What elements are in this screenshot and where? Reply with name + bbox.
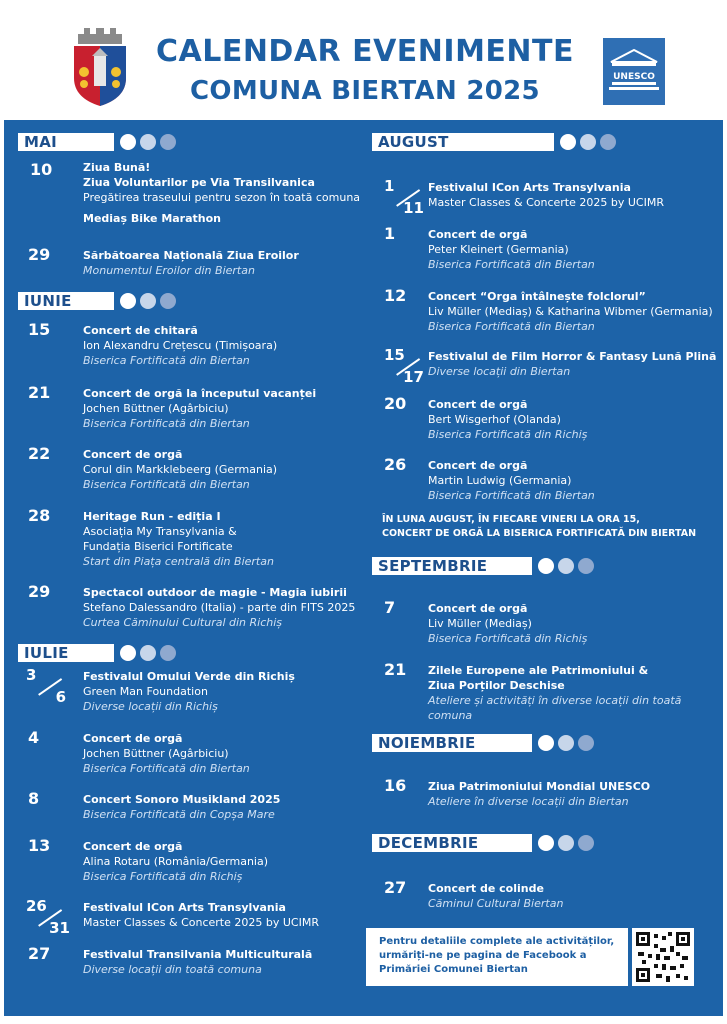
decorative-dots — [538, 835, 598, 851]
event-title: Heritage Run - ediția I — [83, 510, 221, 523]
event-organizer: Green Man Foundation — [83, 685, 208, 698]
event-performer: Liv Müller (Mediaș) & Katharina Wibmer (Germania) — [428, 305, 713, 318]
august-note — [382, 513, 712, 541]
event-aug26 — [428, 458, 713, 503]
event-location: Biserica Fortificată din Biertan — [83, 417, 250, 430]
event-date-range: 26 31 — [26, 897, 70, 937]
event-iun28 — [83, 509, 363, 569]
event-title: Ziua Porților Deschise — [428, 679, 565, 692]
event-performer: Ion Alexandru Crețescu (Timișoara) — [83, 339, 278, 352]
event-title: Concert de orgă — [428, 228, 528, 241]
event-day: 7 — [384, 598, 396, 617]
event-sep21 — [428, 663, 718, 723]
event-title: Ziua Voluntarilor pe Via Transilvanica — [83, 176, 315, 189]
event-title: Ziua Bună! — [83, 161, 151, 174]
event-date-range: 15 17 — [384, 346, 424, 386]
event-aug1-range — [428, 180, 713, 210]
event-detail: Pregătirea traseului pentru sezon în toată comuna — [83, 191, 361, 204]
event-location: Biserica Fortificată din Biertan — [428, 489, 595, 502]
event-title: Festivalul ICon Arts Transylvania — [428, 181, 631, 194]
event-day: 27 — [28, 944, 51, 963]
event-title: Sărbătoarea Națională Ziua Eroilor — [83, 249, 299, 262]
coat-of-arms-icon — [72, 28, 128, 106]
event-day: 21 — [28, 383, 51, 402]
event-day: 27 — [384, 878, 407, 897]
event-day: 13 — [28, 836, 51, 855]
event-iul13 — [83, 839, 363, 884]
event-title: Concert de orgă — [83, 732, 183, 745]
event-detail: Master Classes & Concerte 2025 by UCIMR — [428, 196, 664, 209]
decorative-dots — [560, 134, 620, 150]
event-location: Biserica Fortificată din Richiș — [83, 870, 243, 883]
event-title: Ziua Patrimoniului Mondial UNESCO — [428, 780, 651, 793]
info-line: Pentru detaliile complete ale activităților, — [379, 936, 615, 947]
event-performer: Jochen Büttner (Agârbiciu) — [83, 402, 229, 415]
month-header-decembrie — [372, 834, 598, 852]
decorative-dots — [120, 134, 180, 150]
event-title: Concert de orgă — [428, 602, 528, 615]
event-location: Căminul Cultural Biertan — [428, 897, 564, 910]
event-title: Festivalul Transilvania Multiculturală — [83, 948, 313, 961]
month-label: IUNIE — [18, 292, 114, 310]
event-title: Concert de orgă — [83, 840, 183, 853]
event-title: Mediaș Bike Marathon — [83, 212, 222, 225]
month-label: IULIE — [18, 644, 114, 662]
event-iul3 — [83, 669, 363, 714]
event-title: Concert Sonoro Musikland 2025 — [83, 793, 281, 806]
event-mai10 — [83, 160, 363, 226]
event-day: 10 — [30, 160, 53, 179]
event-iun29 — [83, 585, 368, 630]
unesco-temple-icon — [603, 38, 665, 105]
event-day: 8 — [28, 789, 40, 808]
info-line: Primăriei Comunei Biertan — [379, 964, 528, 975]
event-iul27 — [83, 947, 363, 977]
event-title: Concert de chitară — [83, 324, 198, 337]
event-location: Diverse locații din Biertan — [428, 365, 571, 378]
event-day: 29 — [28, 582, 51, 601]
event-location: Ateliere și activități în diverse locații din toată comuna — [428, 694, 682, 722]
header — [0, 0, 727, 118]
event-title: Concert de colinde — [428, 882, 544, 895]
event-aug12 — [428, 289, 718, 334]
event-location: Biserica Fortificată din Biertan — [428, 258, 595, 271]
event-day: 29 — [28, 245, 51, 264]
event-location: Diverse locații din toată comuna — [83, 963, 262, 976]
info-text — [379, 935, 629, 977]
event-day: 22 — [28, 444, 51, 463]
event-location: Ateliere în diverse locații din Biertan — [428, 795, 629, 808]
month-header-august — [372, 133, 620, 151]
event-organizer: Asociația My Transylvania & — [83, 525, 237, 538]
event-dec27 — [428, 881, 713, 911]
title-line-2: COMUNA BIERTAN 2025 — [190, 76, 540, 106]
event-organizer: Fundația Biserici Fortificate — [83, 540, 233, 553]
month-header-septembrie — [372, 557, 598, 575]
event-day: 15 — [28, 320, 51, 339]
qr-code-icon[interactable] — [632, 928, 694, 986]
decorative-dots — [538, 558, 598, 574]
event-title: Festivalul ICon Arts Transylvania — [83, 901, 286, 914]
event-performer: Alina Rotaru (România/Germania) — [83, 855, 269, 868]
decorative-dots — [120, 293, 180, 309]
event-aug15 — [428, 349, 718, 379]
event-iul4 — [83, 731, 363, 776]
event-title: Concert de orgă la începutul vacanței — [83, 387, 317, 400]
event-title: Concert de orgă — [428, 398, 528, 411]
event-location: Start din Piața centrală din Biertan — [83, 555, 274, 568]
month-header-noiembrie — [372, 734, 598, 752]
event-performer: Bert Wisgerhof (Olanda) — [428, 413, 561, 426]
month-label: DECEMBRIE — [372, 834, 532, 852]
event-detail: Master Classes & Concerte 2025 by UCIMR — [83, 916, 319, 929]
decorative-dots — [120, 645, 180, 661]
event-aug1 — [428, 227, 713, 272]
event-title: Spectacol outdoor de magie - Magia iubirii — [83, 586, 347, 599]
event-iun21 — [83, 386, 363, 431]
month-label: SEPTEMBRIE — [372, 557, 532, 575]
event-day: 21 — [384, 660, 407, 679]
event-location: Biserica Fortificată din Biertan — [83, 354, 250, 367]
title-line-1: CALENDAR EVENIMENTE — [155, 34, 574, 69]
event-performer: Jochen Büttner (Agârbiciu) — [83, 747, 229, 760]
event-day: 28 — [28, 506, 51, 525]
event-noi16 — [428, 779, 713, 809]
month-header-iulie — [18, 644, 180, 662]
event-day: 16 — [384, 776, 407, 795]
event-iun22 — [83, 447, 363, 492]
event-day: 26 — [384, 455, 407, 474]
svg-text:UNESCO: UNESCO — [613, 72, 655, 82]
event-title: Zilele Europene ale Patrimoniului & — [428, 664, 649, 677]
event-title: Concert “Orga întâlnește folclorul” — [428, 290, 646, 303]
event-location: Biserica Fortificată din Copșa Mare — [83, 808, 275, 821]
event-location: Monumentul Eroilor din Biertan — [83, 264, 255, 277]
month-header-mai — [18, 133, 180, 151]
event-title: Festivalul de Film Horror & Fantasy Lună Plină — [428, 350, 717, 363]
bottom-margin — [0, 1016, 727, 1024]
month-label: NOIEMBRIE — [372, 734, 532, 752]
event-performer: Liv Müller (Mediaș) — [428, 617, 532, 630]
event-title: Concert de orgă — [83, 448, 183, 461]
event-day: 12 — [384, 286, 407, 305]
event-location: Curtea Căminului Cultural din Richiș — [83, 616, 283, 629]
event-location: Diverse locații din Richiș — [83, 700, 218, 713]
event-sep7 — [428, 601, 713, 646]
event-day: 4 — [28, 728, 40, 747]
event-day: 1 — [384, 224, 396, 243]
note-line: ÎN LUNA AUGUST, ÎN FIECARE VINERI LA ORA 15, — [382, 514, 640, 525]
event-location: Biserica Fortificată din Biertan — [83, 478, 250, 491]
event-iul26 — [83, 900, 363, 930]
event-location: Biserica Fortificată din Richiș — [428, 428, 588, 441]
event-performer: Peter Kleinert (Germania) — [428, 243, 569, 256]
event-title: Concert de orgă — [428, 459, 528, 472]
unesco-logo — [603, 38, 665, 105]
month-header-iunie — [18, 292, 180, 310]
month-label: AUGUST — [372, 133, 554, 151]
event-location: Biserica Fortificată din Biertan — [428, 320, 595, 333]
event-iun15 — [83, 323, 363, 368]
event-title: Festivalul Omului Verde din Richiș — [83, 670, 295, 683]
event-performer: Stefano Dalessandro (Italia) - parte din FITS 2025 — [83, 601, 356, 614]
event-mai29 — [83, 248, 363, 278]
info-line: urmăriți-ne pe pagina de Facebook a — [379, 950, 587, 961]
month-label: MAI — [18, 133, 114, 151]
event-date-range: 1 11 — [384, 177, 424, 217]
event-iul8 — [83, 792, 363, 822]
event-location: Biserica Fortificată din Biertan — [83, 762, 250, 775]
event-performer: Martin Ludwig (Germania) — [428, 474, 572, 487]
event-aug20 — [428, 397, 713, 442]
event-performer: Corul din Markklebeerg (Germania) — [83, 463, 278, 476]
decorative-dots — [538, 735, 598, 751]
event-day: 20 — [384, 394, 407, 413]
note-line: CONCERT DE ORGĂ LA BISERICA FORTIFICATĂ DIN BIERTAN — [382, 528, 697, 539]
event-location: Biserica Fortificată din Richiș — [428, 632, 588, 645]
event-date-range: 3 6 — [26, 666, 66, 706]
